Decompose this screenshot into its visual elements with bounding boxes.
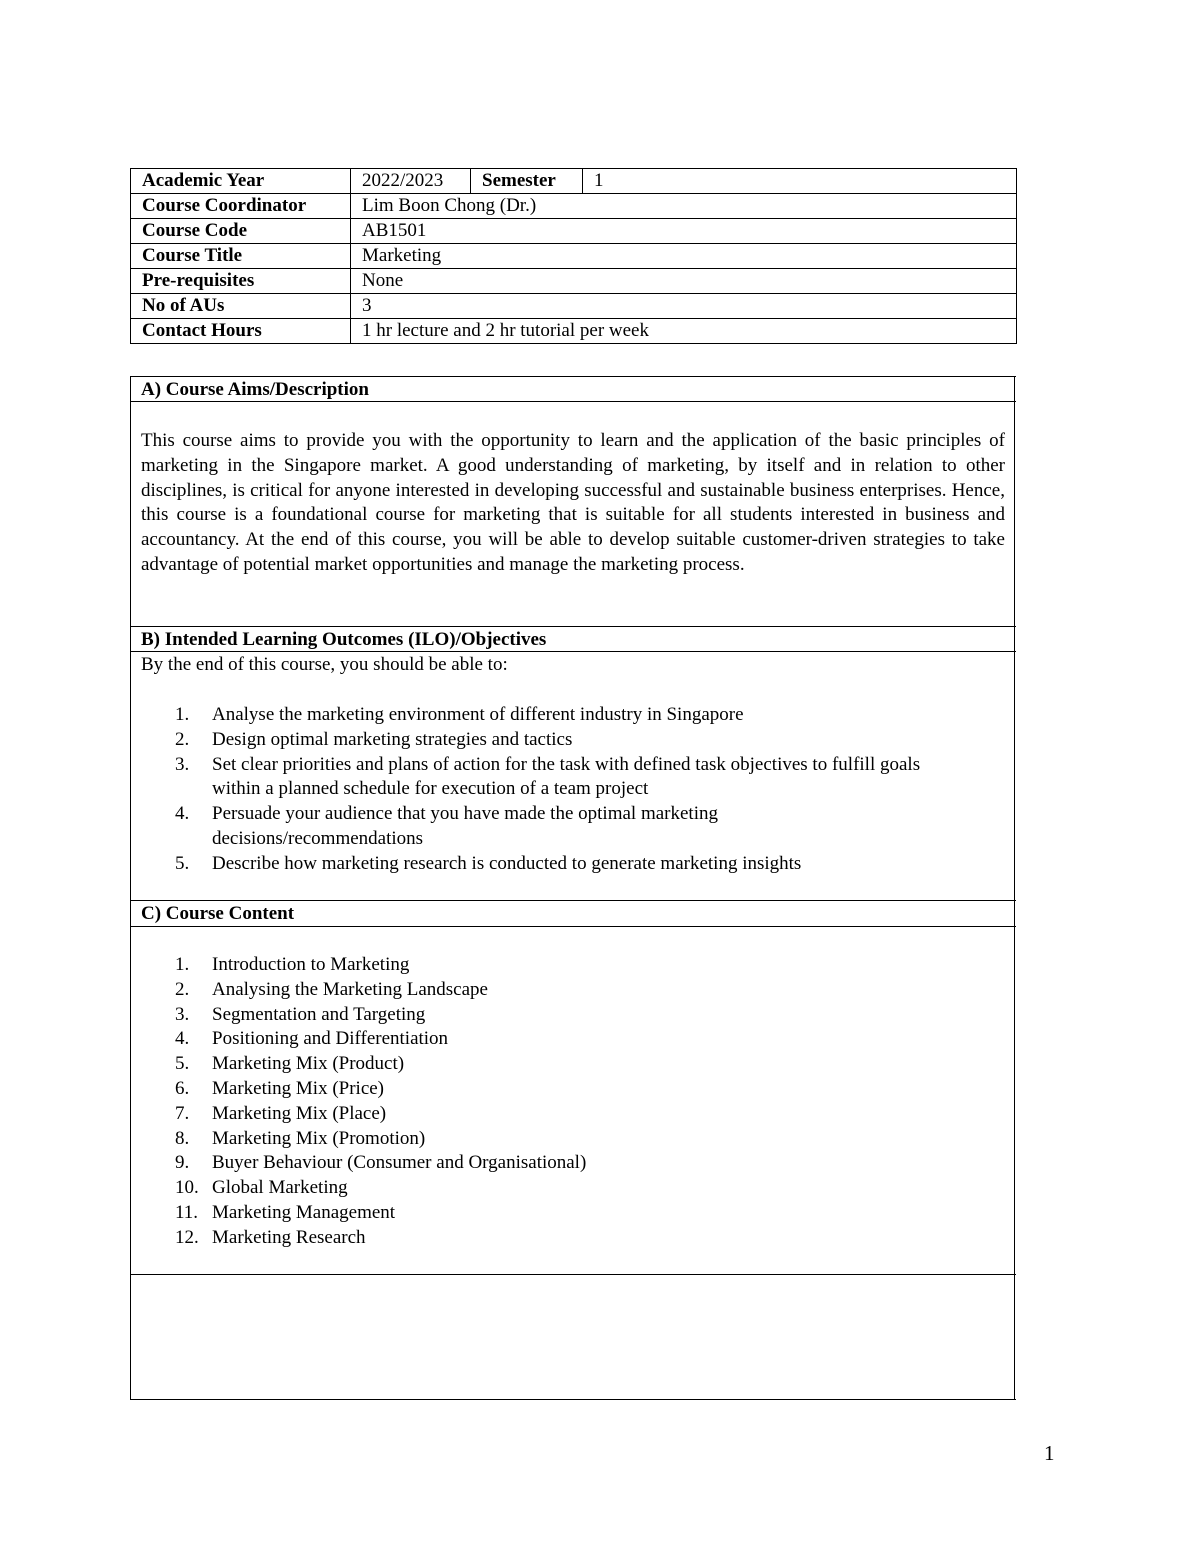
coordinator-row	[131, 194, 1017, 219]
list-item	[141, 1127, 971, 1152]
section-b-intro: By the end of this course, you should be able to:	[141, 654, 508, 675]
list-item	[141, 753, 971, 803]
list-item	[141, 1176, 971, 1201]
page-number: 1	[1044, 1441, 1055, 1465]
list-number: 1.	[175, 704, 190, 725]
contact-hours-label: Contact Hours	[131, 319, 351, 344]
list-number: 12.	[175, 1226, 199, 1248]
prerequisites-row	[131, 269, 1017, 294]
list-item	[141, 1201, 971, 1226]
list-item	[141, 1003, 971, 1028]
list-number: 5.	[175, 852, 190, 874]
list-number: 4.	[175, 803, 190, 825]
course-code-value: AB1501	[351, 219, 1017, 244]
section-b-heading-divider	[130, 651, 1016, 652]
section-a-body: This course aims to provide you with the opportunity to learn and the application of the basic principles of marketing in the Singapore market. A good understanding of marketing, by itself and in relation to other disciplines, is critical for anyone interested in developing successful and sustainable business enterprises. Hence, this course is a foundational course for marketing that is suitable for all students interested in business and accountancy. At the end of this course, you will be able to develop suitable customer-driven strategies to take advantage of potential market opportunities and manage the marketing process.	[141, 430, 1005, 575]
list-text: Buyer Behaviour (Consumer and Organisational)	[212, 1152, 587, 1174]
section-c-top-border	[130, 900, 1016, 901]
list-number: 2.	[175, 728, 190, 750]
academic-year-row	[131, 169, 1017, 194]
section-b-top-border	[130, 626, 1016, 627]
ilo-list	[141, 703, 971, 877]
list-number: 9.	[175, 1152, 190, 1174]
list-item	[141, 852, 971, 877]
section-a-heading-divider	[130, 401, 1016, 402]
list-number: 1.	[175, 954, 190, 975]
list-number: 3.	[175, 753, 190, 775]
coordinator-label: Course Coordinator	[131, 194, 351, 219]
list-number: 5.	[175, 1053, 190, 1075]
list-item	[141, 978, 971, 1003]
section-b-heading: B) Intended Learning Outcomes (ILO)/Objectives	[141, 629, 547, 650]
section-c-heading-divider	[130, 926, 1016, 927]
list-item	[141, 728, 971, 753]
list-number: 6.	[175, 1077, 190, 1099]
list-number: 2.	[175, 978, 190, 1000]
course-info-table	[130, 168, 1017, 344]
course-content-list	[141, 953, 971, 1251]
contact-hours-value: 1 hr lecture and 2 hr tutorial per week	[351, 319, 1017, 344]
list-number: 8.	[175, 1127, 190, 1149]
course-title-value: Marketing	[351, 244, 1017, 269]
list-item	[141, 953, 971, 978]
list-text: Analysing the Marketing Landscape	[212, 978, 488, 1000]
list-text: Marketing Mix (Product)	[212, 1053, 405, 1075]
coordinator-value: Lim Boon Chong (Dr.)	[351, 194, 1017, 219]
academic-year-label: Academic Year	[131, 169, 351, 194]
list-item	[141, 1027, 971, 1052]
list-text: Describe how marketing research is conducted to generate marketing insights	[212, 852, 802, 874]
list-number: 11.	[175, 1201, 199, 1223]
aus-row	[131, 294, 1017, 319]
section-a-top-border	[130, 376, 1016, 377]
list-text: Positioning and Differentiation	[212, 1028, 449, 1050]
sections-right-border	[1014, 376, 1015, 1400]
list-number: 4.	[175, 1028, 190, 1050]
aus-label: No of AUs	[131, 294, 351, 319]
contact-hours-row	[131, 319, 1017, 344]
list-item	[141, 1102, 971, 1127]
semester-value: 1	[583, 169, 1017, 194]
list-item	[141, 703, 971, 728]
course-title-label: Course Title	[131, 244, 351, 269]
list-number: 7.	[175, 1102, 190, 1124]
list-text: Persuade your audience that you have made the optimal marketing decisions/recommendations	[212, 803, 718, 849]
list-text: Global Marketing	[212, 1177, 348, 1199]
list-text: Marketing Mix (Price)	[212, 1077, 385, 1099]
list-item	[141, 1077, 971, 1102]
section-a-heading: A) Course Aims/Description	[141, 379, 369, 400]
empty-section-top-border	[130, 1274, 1016, 1275]
sections-bottom-border	[130, 1399, 1016, 1400]
course-title-row	[131, 244, 1017, 269]
prerequisites-label: Pre-requisites	[131, 269, 351, 294]
list-text: Introduction to Marketing	[212, 954, 410, 975]
sections-left-border	[130, 376, 131, 1400]
list-text: Analyse the marketing environment of different industry in Singapore	[212, 704, 744, 725]
course-code-label: Course Code	[131, 219, 351, 244]
list-item	[141, 1151, 971, 1176]
list-item	[141, 802, 971, 852]
list-number: 10.	[175, 1177, 199, 1199]
list-text: Segmentation and Targeting	[212, 1003, 426, 1025]
list-item	[141, 1226, 971, 1251]
list-item	[141, 1052, 971, 1077]
list-text: Marketing Management	[212, 1201, 396, 1223]
prerequisites-value: None	[351, 269, 1017, 294]
list-text: Set clear priorities and plans of action for the task with defined task objectives to fulfill goals within a planned schedule for execution of a team project	[212, 753, 921, 800]
list-number: 3.	[175, 1003, 190, 1025]
list-text: Marketing Mix (Promotion)	[212, 1127, 426, 1149]
list-text: Marketing Research	[212, 1226, 366, 1248]
list-text: Marketing Mix (Place)	[212, 1102, 387, 1124]
academic-year-value: 2022/2023	[351, 169, 471, 194]
section-c-heading: C) Course Content	[141, 903, 295, 924]
aus-value: 3	[351, 294, 1017, 319]
semester-label: Semester	[471, 169, 583, 194]
list-text: Design optimal marketing strategies and tactics	[212, 728, 573, 750]
course-code-row	[131, 219, 1017, 244]
